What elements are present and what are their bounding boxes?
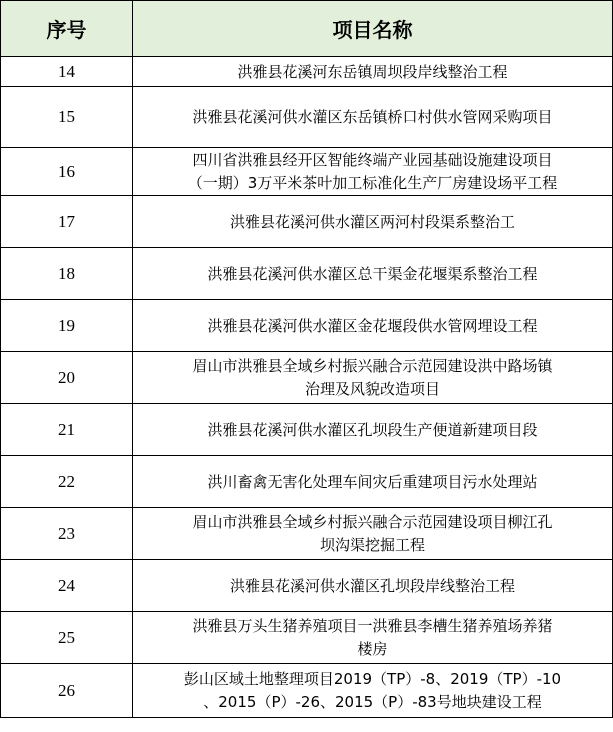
table-header-row xyxy=(1,1,613,57)
project-name: 洪雅县花溪河供水灌区总干渠金花堰渠系整治工程 xyxy=(133,248,613,300)
project-name: 洪雅县花溪河东岳镇周坝段岸线整治工程 xyxy=(133,57,613,87)
table-row xyxy=(1,456,613,508)
header-project-name: 项目名称 xyxy=(133,1,613,57)
project-name-line: 坝沟渠挖掘工程 xyxy=(319,535,425,554)
table-row xyxy=(1,352,613,404)
serial-number: 15 xyxy=(1,87,133,148)
project-name: 洪雅县花溪河供水灌区金花堰段供水管网埋设工程 xyxy=(133,300,613,352)
table-row xyxy=(1,404,613,456)
serial-number: 26 xyxy=(1,664,133,718)
table-row xyxy=(1,57,613,87)
project-name: 洪雅县花溪河供水灌区孔坝段岸线整治工程 xyxy=(133,560,613,612)
serial-number: 22 xyxy=(1,456,133,508)
table-row xyxy=(1,612,613,664)
project-name: 洪川畜禽无害化处理车间灾后重建项目污水处理站 xyxy=(133,456,613,508)
project-name-line: 楼房 xyxy=(357,639,388,658)
table-row xyxy=(1,664,613,718)
project-name xyxy=(133,612,613,664)
table-row xyxy=(1,248,613,300)
serial-number: 19 xyxy=(1,300,133,352)
table-row xyxy=(1,508,613,560)
table-row xyxy=(1,560,613,612)
table-row xyxy=(1,300,613,352)
serial-number: 23 xyxy=(1,508,133,560)
project-name-line: 洪雅县万头生猪养殖项目一洪雅县李槽生猪养殖场养猪 xyxy=(192,616,553,635)
project-name xyxy=(133,664,613,718)
project-name: 洪雅县花溪河供水灌区孔坝段生产便道新建项目段 xyxy=(133,404,613,456)
serial-number: 16 xyxy=(1,148,133,196)
project-name-line: 治理及风貌改造项目 xyxy=(304,379,440,398)
project-name xyxy=(133,508,613,560)
serial-number: 24 xyxy=(1,560,133,612)
header-serial-number: 序号 xyxy=(1,1,133,57)
project-name: 洪雅县花溪河供水灌区东岳镇桥口村供水管网采购项目 xyxy=(133,87,613,148)
project-name: 洪雅县花溪河供水灌区两河村段渠系整治工 xyxy=(133,196,613,248)
project-name-line: 眉山市洪雅县全域乡村振兴融合示范园建设项目柳江孔 xyxy=(192,512,553,531)
table-row xyxy=(1,87,613,148)
serial-number: 21 xyxy=(1,404,133,456)
project-name-line: 彭山区域土地整理项目2019（TP）-8、2019（TP）-10 xyxy=(183,669,562,688)
serial-number: 25 xyxy=(1,612,133,664)
project-name xyxy=(133,148,613,196)
serial-number: 17 xyxy=(1,196,133,248)
serial-number: 18 xyxy=(1,248,133,300)
table-row xyxy=(1,196,613,248)
table-row xyxy=(1,148,613,196)
project-name-line: （一期）3万平米茶叶加工标准化生产厂房建设场平工程 xyxy=(187,173,558,192)
project-name-line: 、2015（P）-26、2015（P）-83号地块建设工程 xyxy=(203,692,542,711)
project-name xyxy=(133,352,613,404)
project-name-line: 眉山市洪雅县全域乡村振兴融合示范园建设洪中路场镇 xyxy=(192,356,553,375)
project-name-line: 四川省洪雅县经开区智能终端产业园基础设施建设项目 xyxy=(192,150,553,169)
serial-number: 14 xyxy=(1,57,133,87)
serial-number: 20 xyxy=(1,352,133,404)
